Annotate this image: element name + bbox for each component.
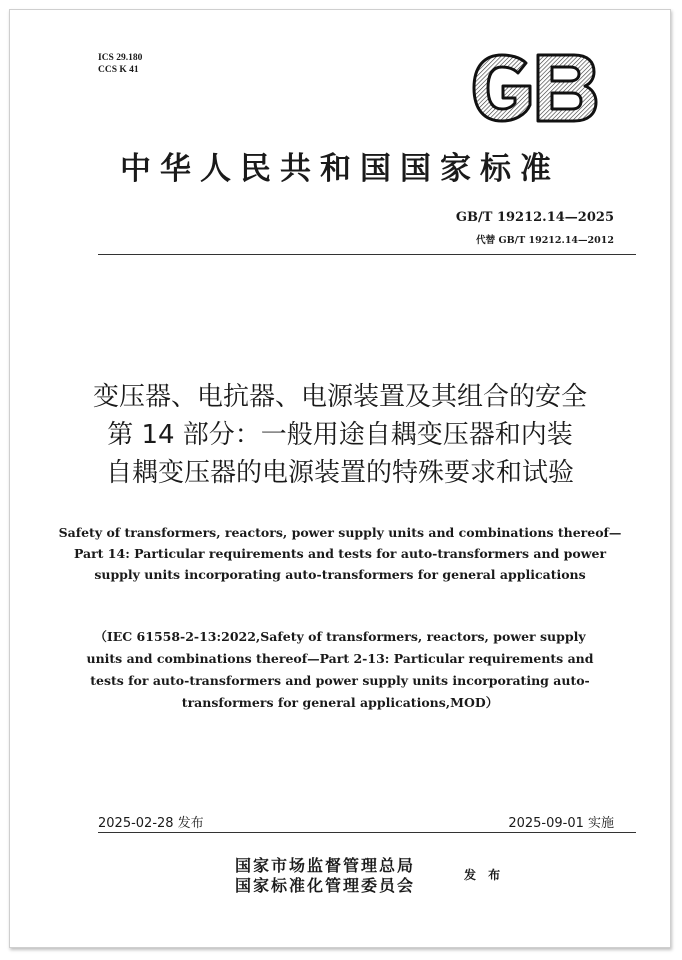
- implementation-date: 2025-09-01 实施: [508, 816, 614, 831]
- issuing-authorities: [235, 856, 415, 896]
- chinese-title-line: 自耦变压器的电源装置的特殊要求和试验: [105, 458, 574, 488]
- chinese-title-line: 第 14 部分：一般用途自耦变压器和内装: [107, 420, 573, 450]
- issue-date: 2025-02-28 发布: [98, 816, 204, 831]
- iec-reference: [10, 626, 670, 714]
- ccs-code: CCS K 41: [98, 65, 139, 75]
- chinese-title-line: 变压器、电抗器、电源装置及其组合的安全: [92, 382, 587, 412]
- issuer-sac: 国家标准化管理委员会: [235, 876, 416, 895]
- classification-codes: [98, 52, 142, 76]
- reference-line: transformers for general applications,MOD）: [181, 695, 499, 710]
- document-page: [9, 9, 671, 948]
- publish-label: 发 布: [464, 868, 505, 882]
- reference-line: tests for auto-transformers and power supply units incorporating auto-: [90, 673, 590, 688]
- english-title-line: supply units incorporating auto-transformers for general applications: [94, 567, 586, 582]
- reference-line: units and combinations thereof—Part 2-13: Particular requirements and: [86, 651, 594, 666]
- replaces-standard: 代替 GB/T 19212.14—2012: [476, 235, 614, 246]
- ics-code: ICS 29.180: [98, 53, 143, 63]
- english-title-line: Part 14: Particular requirements and tests for auto-transformers and power: [73, 546, 607, 561]
- english-title: [10, 522, 670, 585]
- footer-divider: [98, 832, 636, 833]
- standard-body-title: 中华人民共和国国家标准: [120, 151, 560, 187]
- gb-logo: [470, 53, 598, 123]
- english-title-line: Safety of transformers, reactors, power supply units and combinations thereof—: [58, 525, 622, 540]
- chinese-title: [10, 378, 670, 492]
- issuer-samr: 国家市场监督管理总局: [235, 856, 416, 875]
- standard-number: GB/T 19212.14—2025: [455, 210, 614, 225]
- reference-line: （IEC 61558-2-13:2022,Safety of transformers, reactors, power supply: [94, 629, 586, 644]
- header-divider: [98, 254, 636, 255]
